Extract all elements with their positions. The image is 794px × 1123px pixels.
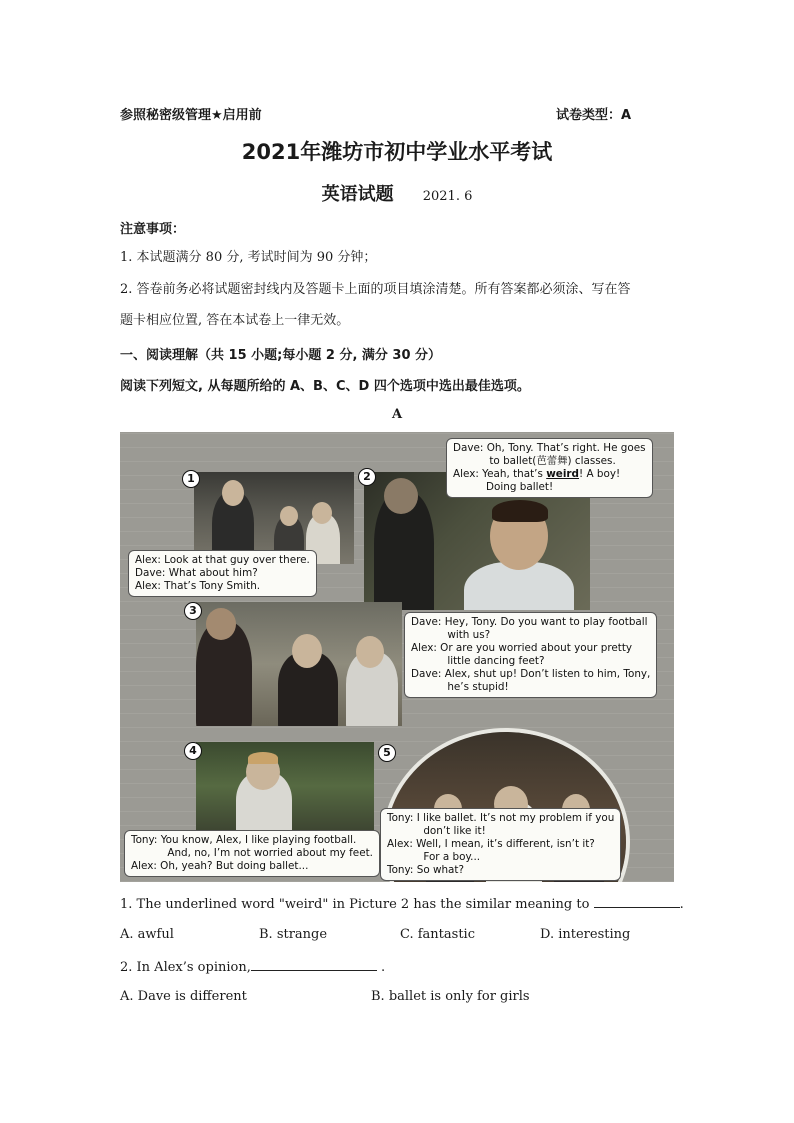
exam-date: 2021. 6 [422, 189, 473, 204]
section-instruction: 阅读下列短文, 从每题所给的 A、B、C、D 四个选项中选出最佳选项。 [120, 379, 530, 394]
section-heading: 一、阅读理解（共 15 小题;每小题 2 分, 满分 30 分） [120, 348, 442, 363]
question-2-end: . [381, 960, 386, 975]
answer-blank [594, 895, 680, 908]
subtitle-row [0, 180, 794, 206]
panel-4-number: 4 [184, 742, 202, 760]
note-item: 1. 本试题满分 80 分, 考试时间为 90 分钟； [120, 250, 377, 265]
panel-2-number: 2 [358, 468, 376, 486]
notes-heading: 注意事项： [120, 222, 186, 237]
underlined-word: weird [546, 468, 579, 480]
panel-5-number: 5 [378, 744, 396, 762]
subject-title: 英语试题 [321, 184, 394, 205]
panel-4-photo [196, 742, 374, 830]
question-1-stem [120, 895, 684, 913]
question-1-text: 1. The underlined word "weird" in Picture 2 has the similar meaning to [120, 897, 590, 912]
question-1-option-c[interactable]: C. fantastic [400, 927, 475, 942]
note-item-continuation: 题卡相应位置, 答在本试卷上一律无效。 [120, 313, 350, 328]
question-2-stem [120, 958, 385, 976]
question-2-option-b[interactable]: B. ballet is only for girls [371, 989, 530, 1004]
panel-2-speech-bubble [446, 438, 653, 498]
header-confidentiality: 参照秘密级管理★启用前 [120, 108, 262, 123]
question-1-option-d[interactable]: D. interesting [540, 927, 631, 942]
question-1-end: . [679, 897, 684, 912]
passage-label: A [391, 407, 403, 422]
panel-4-speech-bubble: Tony: You know, Alex, I like playing football. And, no, I’m not worried about my feet. Alex: Oh, yeah? But doing ballet... [124, 830, 380, 877]
header-paper-type: 试卷类型：A [556, 108, 632, 123]
page-title: 2021年潍坊市初中学业水平考试 [241, 140, 553, 164]
panel-3-number: 3 [184, 602, 202, 620]
panel-1-speech-bubble: Alex: Look at that guy over there. Dave: What about him? Alex: That’s Tony Smith. [128, 550, 317, 597]
panel-3-photo [196, 602, 402, 726]
comic-strip-image [120, 432, 674, 882]
panel-2-text-before: Dave: Oh, Tony. That’s right. He goes to ballet(芭蕾舞) classes. Alex: Yeah, that’s [453, 442, 646, 480]
question-2-option-a[interactable]: A. Dave is different [120, 989, 247, 1004]
panel-3-speech-bubble: Dave: Hey, Tony. Do you want to play football with us? Alex: Or are you worried about your pretty little dancing feet? Dave: Alex, shut up! Don’t listen to him, Tony, he’s stupid! [404, 612, 657, 698]
panel-1-number: 1 [182, 470, 200, 488]
panel-5-speech-bubble: Tony: I like ballet. It’s not my problem if you don’t like it! Alex: Well, I mean, it’s different, isn’t it? For a boy... Tony: So what? [380, 808, 621, 881]
question-1-option-b[interactable]: B. strange [259, 927, 328, 942]
note-item: 2. 答卷前务必将试题密封线内及答题卡上面的项目填涂清楚。所有答案都必须涂、写在答 [120, 282, 631, 297]
question-2-text: 2. In Alex’s opinion, [120, 960, 251, 975]
question-1-option-a[interactable]: A. awful [120, 927, 174, 942]
panel-2-text-after: ! A boy! Doing ballet! [486, 468, 621, 493]
answer-blank [251, 958, 377, 971]
